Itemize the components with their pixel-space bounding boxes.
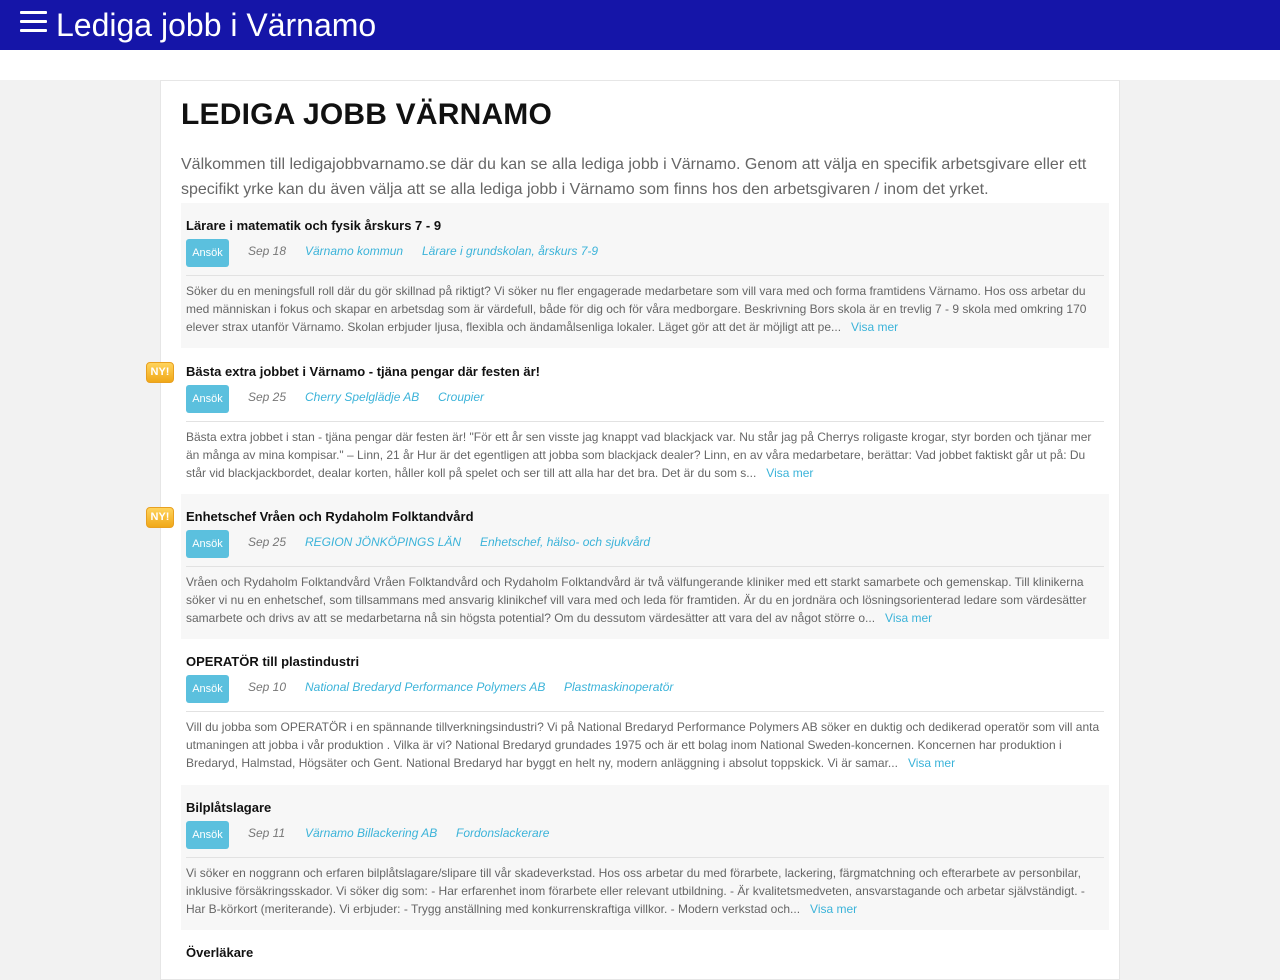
divider bbox=[186, 421, 1104, 422]
occupation-link[interactable]: Plastmaskinoperatör bbox=[564, 680, 674, 694]
job-listing bbox=[150, 494, 1109, 639]
job-description bbox=[186, 718, 1104, 772]
job-description-text: Vill du jobba som OPERATÖR i en spännande tillverkningsindustri? Vi på National Bredaryd Performance Polymers AB söker en duktig och dedikerad operatör som vill anta utmaningen att jobba i vår produktion . Vilka är vi? National Bredaryd grundades 1975 och är ett bolag inom National Sweden-koncernen. Koncernen har produktion i Bredaryd, Halmstad, Högsäter och Gent. National Bredaryd har byggt en helt ny, modern anläggning i absolut toppskick. Vi är samar... bbox=[186, 720, 1100, 770]
job-listing bbox=[181, 639, 1109, 784]
employer-link[interactable]: Cherry Spelglädje AB bbox=[305, 390, 420, 404]
job-description-text: Vi söker en noggrann och erfaren bilplåtslagare/slipare till vår skadeverkstad. Hos oss arbetar du med förarbete, lackering, färgmatchning och efterarbete av personbilar, inklusive försäkringsskador. Vi söker dig som: - Har erfarenhet inom förarbete eller relevant utbildning. - Är kvalitetsmedveten, ansvarstagande och arbetar självständigt. - Har B-körkort (meriterande). Vi erbjuder: - Trygg anställning med konkurrenskraftiga villkor. - Modern verkstad och... bbox=[186, 866, 1085, 916]
job-listing bbox=[181, 785, 1109, 930]
employer-link[interactable]: National Bredaryd Performance Polymers AB bbox=[305, 680, 546, 694]
read-more-link[interactable]: Visa mer bbox=[810, 902, 858, 916]
main-content bbox=[150, 80, 1120, 980]
occupation-link[interactable]: Lärare i grundskolan, årskurs 7-9 bbox=[422, 244, 599, 258]
apply-button[interactable]: Ansök bbox=[186, 530, 229, 558]
job-listing bbox=[150, 349, 1109, 494]
intro-text: Välkommen till ledigajobbvarnamo.se där du kan se alla lediga jobb i Värnamo. Genom att välja en specifik arbetsgivare eller ett specifikt yrke kan du även välja att se alla lediga jobb i Värnamo som finns hos den arbetsgivaren / inom det yrket. bbox=[181, 156, 1087, 198]
employer-link[interactable]: Värnamo Billackering AB bbox=[305, 826, 438, 840]
new-badge: NY! bbox=[146, 507, 174, 528]
job-date: Sep 18 bbox=[248, 244, 287, 258]
new-badge: NY! bbox=[146, 362, 174, 383]
job-description bbox=[186, 282, 1104, 336]
employer-link[interactable]: Värnamo kommun bbox=[305, 244, 404, 258]
divider bbox=[186, 857, 1104, 858]
divider bbox=[186, 711, 1104, 712]
job-listing bbox=[181, 203, 1109, 348]
job-description bbox=[186, 864, 1104, 918]
apply-button[interactable]: Ansök bbox=[186, 821, 229, 849]
job-description-text: Bästa extra jobbet i stan - tjäna pengar där festen är! "För ett år sen visste jag knappt vad blackjack var. Nu står jag på Cherrys roligaste krogar, styr borden och tjänar mer än många av mina kompisar." – Linn, 21 år Hur är det egentligen att jobba som blackjack dealer? Linn, en av våra medarbetare, berättar: Vad jobbet faktiskt går ut på: Du står vid blackjackbordet, dealar korten, håller koll på spelet och ser till att alla har det bra. Det är du som s... bbox=[186, 430, 1092, 480]
read-more-link[interactable]: Visa mer bbox=[766, 466, 814, 480]
read-more-link[interactable]: Visa mer bbox=[885, 611, 933, 625]
job-description bbox=[186, 428, 1104, 482]
read-more-link[interactable]: Visa mer bbox=[907, 756, 956, 770]
job-date: Sep 25 bbox=[248, 535, 287, 549]
divider bbox=[186, 566, 1104, 567]
job-description bbox=[186, 573, 1104, 627]
employer-link[interactable]: REGION JÖNKÖPINGS LÄN bbox=[305, 535, 462, 549]
top-navbar bbox=[0, 0, 1280, 50]
occupation-link[interactable]: Fordonslackerare bbox=[456, 826, 550, 840]
apply-button[interactable]: Ansök bbox=[186, 239, 229, 267]
job-title[interactable]: Överläkare bbox=[186, 945, 254, 960]
hamburger-icon[interactable] bbox=[20, 11, 47, 33]
divider bbox=[186, 275, 1104, 276]
job-date: Sep 10 bbox=[248, 680, 287, 694]
occupation-link[interactable]: Enhetschef, hälso- och sjukvård bbox=[480, 535, 651, 549]
job-date: Sep 11 bbox=[248, 826, 286, 840]
apply-button[interactable]: Ansök bbox=[186, 385, 229, 413]
job-title[interactable]: OPERATÖR till plastindustri bbox=[186, 654, 360, 669]
job-listing bbox=[181, 930, 1109, 970]
site-title[interactable]: Lediga jobb i Värnamo bbox=[56, 7, 377, 43]
page-title: LEDIGA JOBB VÄRNAMO bbox=[181, 98, 553, 131]
read-more-link[interactable]: Visa mer bbox=[851, 320, 899, 334]
job-title[interactable]: Lärare i matematik och fysik årskurs 7 - 9 bbox=[186, 218, 442, 233]
job-title[interactable]: Bästa extra jobbet i Värnamo - tjäna pengar där festen är! bbox=[186, 364, 540, 379]
subheader-strip bbox=[0, 50, 1280, 80]
job-description-text: Vråen och Rydaholm Folktandvård Vråen Folktandvård och Rydaholm Folktandvård är två välfungerande kliniker med ett starkt samarbete och gemenskap. Till klinikerna söker vi nu en enhetschef, som tillsammans med ansvarig klinikchef vill vara med och leda för framtiden. Är du en jordnära och lösningsorienterad ledare som värdesätter samarbete och drivs av att se medarbetarna nå sin högsta potential? Om du dessutom värdesätter att vara del av något större o... bbox=[186, 575, 1087, 625]
apply-button[interactable]: Ansök bbox=[186, 675, 229, 703]
job-title[interactable]: Bilplåtslagare bbox=[186, 800, 272, 815]
job-title[interactable]: Enhetschef Vråen och Rydaholm Folktandvård bbox=[186, 509, 474, 524]
job-date: Sep 25 bbox=[248, 390, 287, 404]
job-description-text: Söker du en meningsfull roll där du gör skillnad på riktigt? Vi söker nu fler engagerade medarbetare som vill vara med och forma framtidens Värnamo. Hos oss arbetar du med människan i fokus och skapar en arbetsdag som är värdefull, både för dig och för våra medborgare. Beskrivning Bors skola är en trevlig 7 - 9 skola med omkring 170 elever strax utanför Värnamo. Skolan erbjuder ljusa, flexibla och ändamålsenliga lokaler. Läget gör att det är möjligt att pe... bbox=[186, 284, 1087, 334]
occupation-link[interactable]: Croupier bbox=[438, 390, 485, 404]
